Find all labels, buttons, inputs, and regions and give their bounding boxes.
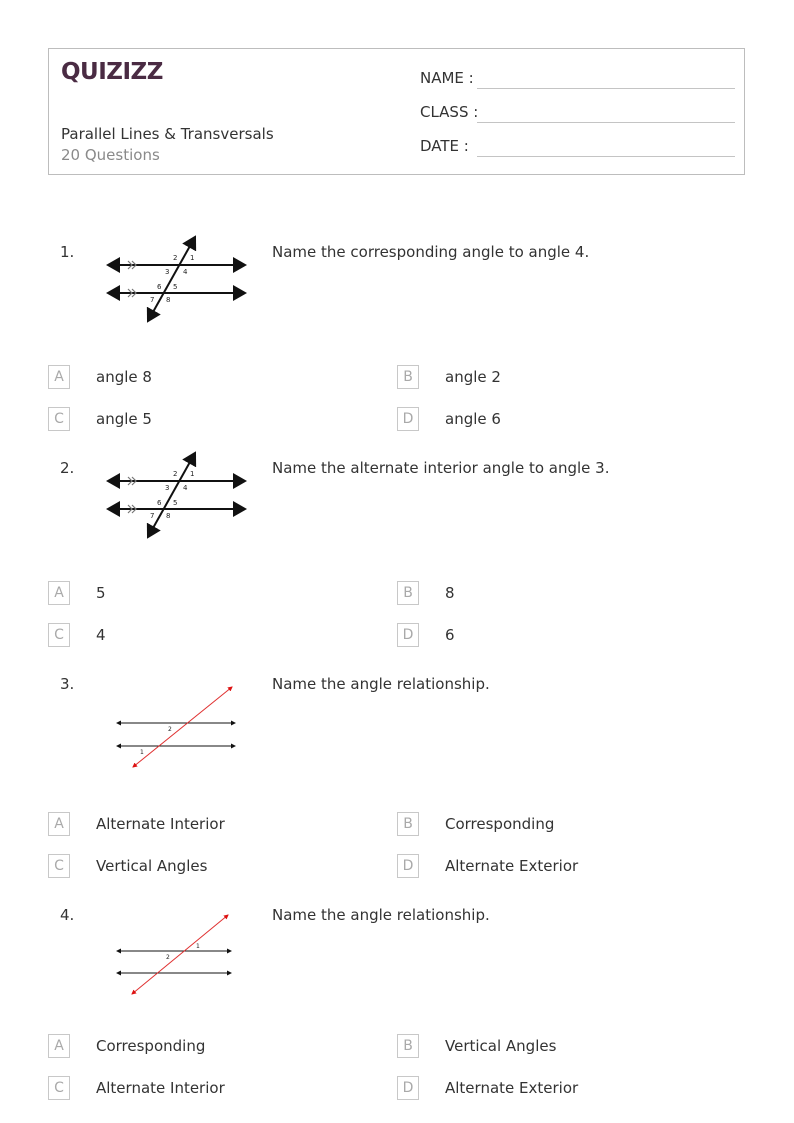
question-number: 1. [60, 243, 75, 261]
option-letter: B [397, 581, 419, 605]
option-b[interactable] [397, 365, 697, 391]
option-letter: A [48, 812, 70, 836]
option-letter: B [397, 1034, 419, 1058]
angle-relationship-figure [100, 906, 250, 1006]
option-d[interactable] [397, 854, 697, 880]
option-letter: A [48, 1034, 70, 1058]
angle-label: 2 [168, 726, 172, 733]
option-d[interactable] [397, 407, 697, 433]
option-letter: D [397, 623, 419, 647]
angle-label: 2 [173, 470, 178, 478]
question-number: 3. [60, 675, 75, 693]
parallel-lines-figure [100, 233, 250, 333]
option-letter: D [397, 854, 419, 878]
angle-label: 1 [190, 470, 195, 478]
question-number: 2. [60, 459, 75, 477]
option-letter: D [397, 407, 419, 431]
option-c[interactable] [48, 623, 348, 649]
angle-label: 2 [166, 954, 170, 961]
option-letter: C [48, 407, 70, 431]
quizizz-logo: QUIZIZZ [61, 59, 163, 85]
angle-label: 1 [190, 254, 195, 262]
class-line[interactable] [477, 122, 735, 123]
class-label: CLASS : [420, 103, 479, 121]
angle-label: 5 [173, 283, 178, 291]
angle-label: 4 [183, 268, 188, 276]
option-text: Alternate Exterior [445, 857, 579, 875]
angle-label: 2 [173, 254, 178, 262]
option-letter: D [397, 1076, 419, 1100]
angle-label: 5 [173, 499, 178, 507]
option-b[interactable] [397, 581, 697, 607]
angle-label: 8 [166, 296, 171, 304]
transversal [133, 687, 232, 767]
option-text: 6 [445, 626, 455, 644]
angle-label: 6 [157, 283, 162, 291]
worksheet-header [48, 48, 745, 175]
option-c[interactable] [48, 854, 348, 880]
transversal [148, 237, 195, 321]
date-line[interactable] [477, 156, 735, 157]
option-text: Alternate Exterior [445, 1079, 579, 1097]
option-a[interactable] [48, 365, 348, 391]
date-field[interactable] [420, 133, 734, 157]
class-field[interactable] [420, 99, 734, 123]
option-c[interactable] [48, 1076, 348, 1102]
option-letter: B [397, 812, 419, 836]
angle-label: 7 [150, 512, 155, 520]
angle-label: 4 [183, 484, 188, 492]
option-text: 4 [96, 626, 106, 644]
option-text: Alternate Interior [96, 1079, 225, 1097]
angle-label: 1 [196, 943, 200, 950]
option-d[interactable] [397, 1076, 697, 1102]
angle-label: 8 [166, 512, 171, 520]
option-b[interactable] [397, 1034, 697, 1060]
option-letter: C [48, 623, 70, 647]
angle-label: 3 [165, 268, 170, 276]
option-letter: A [48, 581, 70, 605]
angle-label: 7 [150, 296, 155, 304]
angle-relationship-figure [100, 675, 250, 775]
transversal [148, 453, 195, 537]
question-text: Name the angle relationship. [272, 675, 490, 693]
question-text: Name the angle relationship. [272, 906, 490, 924]
option-text: Corresponding [96, 1037, 206, 1055]
angle-label: 3 [165, 484, 170, 492]
option-b[interactable] [397, 812, 697, 838]
option-letter: A [48, 365, 70, 389]
option-d[interactable] [397, 623, 697, 649]
option-text: Vertical Angles [445, 1037, 557, 1055]
option-letter: C [48, 854, 70, 878]
question-count: 20 Questions [61, 146, 160, 164]
option-a[interactable] [48, 1034, 348, 1060]
question-text: Name the alternate interior angle to angle 3. [272, 459, 610, 477]
option-c[interactable] [48, 407, 348, 433]
option-text: 8 [445, 584, 455, 602]
name-line[interactable] [477, 88, 735, 89]
name-field[interactable] [420, 65, 734, 89]
option-text: angle 6 [445, 410, 501, 428]
option-text: 5 [96, 584, 106, 602]
transversal [132, 915, 228, 994]
angle-label: 6 [157, 499, 162, 507]
option-text: Corresponding [445, 815, 555, 833]
name-label: NAME : [420, 69, 474, 87]
option-letter: B [397, 365, 419, 389]
option-text: angle 5 [96, 410, 152, 428]
angle-label: 1 [140, 749, 144, 756]
option-a[interactable] [48, 581, 348, 607]
option-text: Alternate Interior [96, 815, 225, 833]
option-text: Vertical Angles [96, 857, 208, 875]
question-number: 4. [60, 906, 75, 924]
date-label: DATE : [420, 137, 469, 155]
option-a[interactable] [48, 812, 348, 838]
option-text: angle 2 [445, 368, 501, 386]
question-text: Name the corresponding angle to angle 4. [272, 243, 590, 261]
parallel-lines-figure [100, 449, 250, 549]
worksheet-title: Parallel Lines & Transversals [61, 125, 274, 143]
option-text: angle 8 [96, 368, 152, 386]
option-letter: C [48, 1076, 70, 1100]
